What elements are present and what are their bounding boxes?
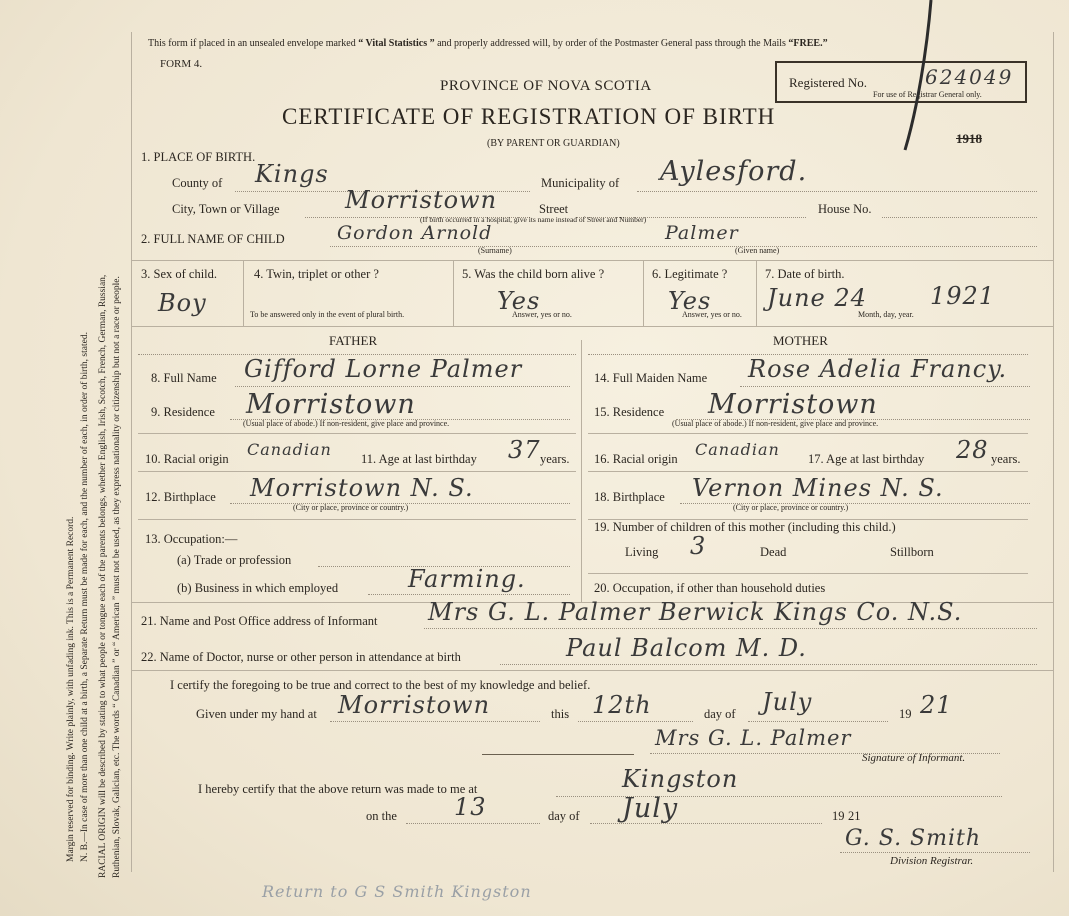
place-of-birth-label: 1. PLACE OF BIRTH. — [141, 150, 256, 164]
certify-this-label: this — [551, 707, 570, 721]
certify-year-prefix: 19 — [899, 707, 912, 721]
mother-age-label: 17. Age at last birthday — [808, 452, 925, 466]
child-given-name: Gordon Arnold — [337, 222, 493, 244]
form-number: FORM 4. — [160, 58, 203, 70]
city-label: City, Town or Village — [172, 202, 280, 216]
subtitle: (BY PARENT OR GUARDIAN) — [487, 138, 620, 149]
mother-racial-value: Canadian — [695, 440, 780, 459]
surname-note: (Surname) — [478, 246, 512, 255]
informant-signature-label: Signature of Informant. — [862, 752, 966, 764]
registrar-year: 21 — [848, 809, 861, 823]
certify-year: 21 — [920, 691, 953, 719]
living-label: Living — [625, 545, 659, 559]
sex-label: 3. Sex of child. — [141, 267, 218, 281]
given-under-label: Given under my hand at — [196, 707, 317, 721]
mother-residence-label: 15. Residence — [594, 405, 665, 419]
registrar-day: 13 — [454, 793, 487, 821]
living-value: 3 — [690, 532, 707, 560]
registrar-month: July — [622, 793, 679, 824]
mother-city-note: (City or place, province or country.) — [733, 503, 849, 512]
date-of-birth-value: June 24 — [767, 284, 867, 312]
trade-label: (a) Trade or profession — [177, 553, 292, 567]
pencil-return-note: Return to G S Smith Kingston — [262, 882, 532, 901]
certify-statement: I certify the foregoing to be true and correct to the best of my knowledge and belief. — [170, 678, 591, 692]
mother-name-label: 14. Full Maiden Name — [594, 371, 708, 385]
father-residence-value: Morristown — [246, 389, 416, 420]
mother-racial-label: 16. Racial origin — [594, 452, 678, 466]
born-alive-note: Answer, yes or no. — [512, 310, 572, 319]
children-count-label: 19. Number of children of this mother (including this child.) — [594, 520, 896, 534]
dead-label: Dead — [760, 545, 787, 559]
registered-number-label: Registered No. — [789, 75, 867, 90]
father-birthplace-label: 12. Birthplace — [145, 490, 216, 504]
registrar-place: Kingston — [622, 765, 739, 793]
father-racial-value: Canadian — [247, 440, 332, 459]
father-birthplace-value: Morristown N. S. — [250, 474, 474, 502]
margin-note-racial-origin-cont: Ruthenian, Slovak, Galician, etc. The words “ Canadian ” or “ American ” must not be used, as they express nationality or citizenship but not a race or people. — [112, 276, 122, 878]
page-title: CERTIFICATE OF REGISTRATION OF BIRTH — [282, 104, 776, 129]
mother-birthplace-label: 18. Birthplace — [594, 490, 665, 504]
margin-note-racial-origin: RACIAL ORIGIN will be described by stating to what people or tongue each of the parents belongs, whether English, Irish, Scotch, French, German, Russian, — [98, 274, 108, 878]
mother-occupation-label: 20. Occupation, if other than household duties — [594, 581, 826, 595]
margin-note-multiple-births: N. B.—In case of more than one child at a birth, a Separate Return must be made for each, and the number of each, in order of birth, stated. — [80, 332, 90, 862]
certify-day: 12th — [592, 691, 652, 719]
business-value: Farming. — [408, 565, 526, 593]
mother-age-value: 28 — [956, 436, 989, 464]
left-border — [131, 32, 132, 872]
father-name-label: 8. Full Name — [151, 371, 217, 385]
pen-stroke-mark — [895, 0, 945, 160]
street-label: Street — [539, 202, 569, 216]
postal-notice: This form if placed in an unsealed envelope marked “ Vital Statistics ” and properly addressed will, by order of the Postmaster General pass through the Mails “FREE.” — [148, 38, 828, 49]
margin-note-binding: Margin reserved for binding. Write plainly, with unfading ink. This is a Permanent Record. — [66, 516, 76, 862]
struck-year: 1918 — [956, 131, 982, 146]
given-name-note: (Given name) — [735, 246, 780, 255]
certify-place: Morristown — [338, 691, 491, 719]
registrar-statement: I hereby certify that the above return was made to me at — [198, 782, 478, 796]
legitimate-label: 6. Legitimate ? — [652, 267, 728, 281]
born-alive-label: 5. Was the child born alive ? — [462, 267, 605, 281]
province-heading: PROVINCE OF NOVA SCOTIA — [440, 78, 652, 94]
doctor-label: 22. Name of Doctor, nurse or other person in attendance at birth — [141, 650, 461, 664]
sex-value: Boy — [158, 289, 207, 317]
legitimate-value: Yes — [668, 287, 712, 315]
date-of-birth-year: 1921 — [930, 282, 996, 310]
twin-note: To be answered only in the event of plural birth. — [250, 310, 405, 319]
business-label: (b) Business in which employed — [177, 581, 339, 595]
date-of-birth-note: Month, day, year. — [858, 310, 914, 319]
informant-label: 21. Name and Post Office address of Informant — [141, 614, 378, 628]
certify-day-of-label: day of — [704, 707, 736, 721]
county-label: County of — [172, 176, 223, 190]
occupation-label: 13. Occupation:— — [145, 532, 238, 546]
registered-number-value: 624049 — [925, 65, 1014, 89]
doctor-value: Paul Balcom M. D. — [566, 634, 807, 662]
registrar-signature-label: Division Registrar. — [890, 855, 974, 867]
house-number-label: House No. — [818, 202, 872, 216]
certify-month: July — [762, 688, 813, 716]
registrar-signature: G. S. Smith — [845, 826, 982, 851]
registrar-year-prefix: 19 — [832, 809, 845, 823]
father-city-note: (City or place, province or country.) — [293, 503, 409, 512]
child-name-label: 2. FULL NAME OF CHILD — [141, 232, 285, 246]
mother-name-value: Rose Adelia Francy. — [748, 355, 1008, 383]
informant-signature: Mrs G. L. Palmer — [655, 726, 852, 750]
father-racial-label: 10. Racial origin — [145, 452, 229, 466]
date-of-birth-label: 7. Date of birth. — [765, 267, 845, 281]
child-surname: Palmer — [665, 222, 739, 244]
legitimate-note: Answer, yes or no. — [682, 310, 742, 319]
municipality-label: Municipality of — [541, 176, 620, 190]
city-value: Morristown — [345, 186, 498, 214]
father-abode-note: (Usual place of abode.) If non-resident, give place and province. — [243, 419, 450, 428]
registered-number-note: For use of Registrar General only. — [873, 90, 982, 99]
county-value: Kings — [255, 160, 329, 188]
registrar-day-of-label: day of — [548, 809, 580, 823]
stillborn-label: Stillborn — [890, 545, 934, 559]
mother-birthplace-value: Vernon Mines N. S. — [692, 474, 944, 502]
twin-label: 4. Twin, triplet or other ? — [254, 267, 379, 281]
municipality-value: Aylesford. — [660, 156, 808, 187]
father-age-value: 37 — [508, 436, 541, 464]
informant-value: Mrs G. L. Palmer Berwick Kings Co. N.S. — [428, 598, 963, 626]
father-years-label: years. — [540, 452, 570, 466]
born-alive-value: Yes — [497, 287, 541, 315]
father-heading: FATHER — [329, 333, 378, 348]
right-border — [1053, 32, 1054, 872]
mother-residence-value: Morristown — [708, 389, 878, 420]
father-age-label: 11. Age at last birthday — [361, 452, 477, 466]
father-residence-label: 9. Residence — [151, 405, 215, 419]
mother-abode-note: (Usual place of abode.) If non-resident, give place and province. — [672, 419, 879, 428]
registrar-on-the-label: on the — [366, 809, 397, 823]
hospital-note: (If birth occurred in a hospital, give its name instead of Street and Number) — [420, 215, 647, 224]
mother-heading: MOTHER — [773, 333, 828, 348]
column-divider — [581, 340, 582, 602]
father-name-value: Gifford Lorne Palmer — [244, 355, 523, 383]
mother-years-label: years. — [991, 452, 1021, 466]
